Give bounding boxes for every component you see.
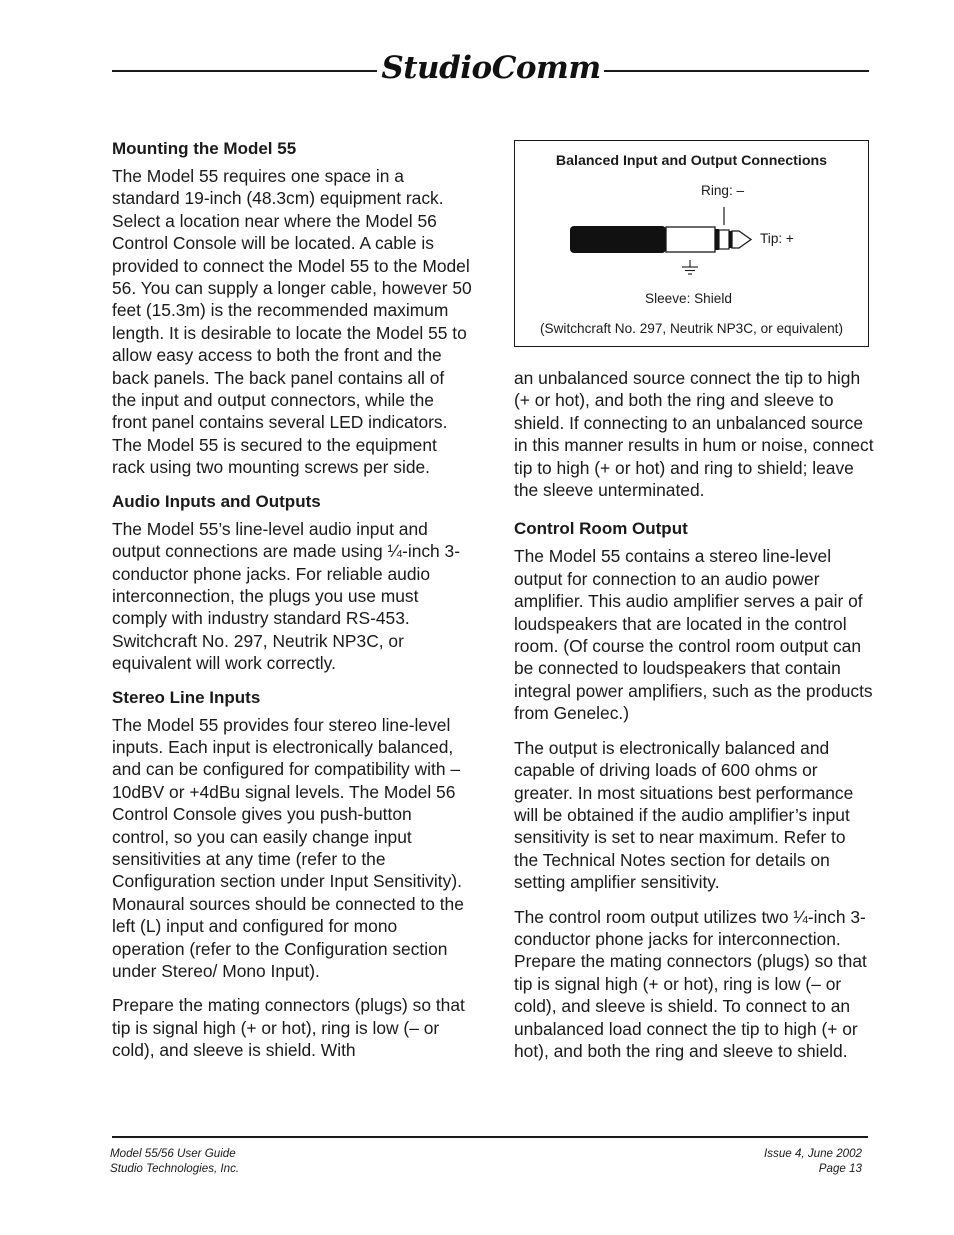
left-column [112,138,472,1062]
page-number: Page 13 [818,1162,862,1175]
footer-guide-title: Model 55/56 User Guide [110,1147,236,1160]
header-rule-right [604,70,869,72]
figure-caption: (Switchcraft No. 297, Neutrik NP3C, or equivalent) [540,321,843,336]
section-heading-stereo-inputs: Stereo Line Inputs [112,687,261,707]
figure-title: Balanced Input and Output Connections [555,153,828,169]
footer-left [110,1146,239,1176]
section-heading-control-room: Control Room Output [514,519,688,539]
paragraph-mating-connectors: Prepare the mating connectors (plugs) so that tip is signal high (+ or hot), ring is low (– or cold), and sleeve is shield. With [112,995,465,1061]
section-heading-mounting: Mounting the Model 55 [112,139,297,158]
paragraph-audio-io: The Model 55’s line-level audio input and output connections are made using ¼-inch 3-conductor phone jacks. For reliable audio interconnection, the plugs you use must comply with industry standard RS-453. Switchcraft No. 297, Neutrik NP3C, or equivalent will work correctly. [112,518,461,674]
plug-handle [570,226,666,253]
footer-company: Studio Technologies, Inc. [110,1162,240,1175]
plug-ring [719,230,729,249]
paragraph-unbalanced-source: an unbalanced source connect the tip to high (+ or hot), and both the ring and sleeve to shield. If connecting to an unbalanced source in this manner results in hum or noise, connect tip to high (+ or hot) and ring to shield; leave the sleeve unterminated. [514,368,874,501]
section-heading-audio-io: Audio Inputs and Outputs [112,491,321,511]
paragraph-output-balanced: The output is electronically balanced and capable of driving loads of 600 ohms or greater. In most situations best performance will be obtained if the audio amplifier’s input sensitivity is set to near maximum. Refer to the Technical Notes section for details on setting amplifier sensitivity. [514,737,854,893]
right-column [514,367,874,1062]
footer-rule [112,1136,868,1138]
paragraph-control-room-intro: The Model 55 contains a stereo line-level output for connection to an audio power amplifier. This audio amplifier serves a pair of loudspeakers that are located in the control room. (Of course the control room output can be connected to loudspeakers that contain integral power amplifiers, such as the products from Genelec.) [514,546,873,724]
paragraph-mounting: The Model 55 requires one space in a standard 19-inch (48.3cm) equipment rack. Select a location near where the Model 56 Control Console will be located. A cable is provided to connect the Model 55 to the Model 56. You can supply a longer cable, however 50 feet (15.3m) is the recommended maximum length. It is desirable to locate the Model 55 to allow easy access to both the front and the back panels. The back panel contains all of the input and output connectors, while the front panel contains several LED indicators. The Model 55 is secured to the equipment rack using two mounting screws per side. [112,166,472,478]
phone-plug-diagram [515,205,870,275]
connector-figure [514,140,869,347]
header-rule-left [112,70,377,72]
ring-label: Ring: – [701,183,745,198]
footer-right [764,1146,862,1176]
brand-logo: StudioComm [381,50,601,86]
tip-label: Tip: + [760,231,794,246]
paragraph-stereo-inputs: The Model 55 provides four stereo line-level inputs. Each input is electronically balanced, and can be configured for compatibility with –10dBV or +4dBu signal levels. The Model 56 Control Console gives you push-button control, so you can easily change input sensitivities at any time (refer to the Configuration section under Input Sensitivity). Monaural sources should be connected to the left (L) input and configured for mono operation (refer to the Configuration section under Stereo/ Mono Input). [112,714,464,981]
sleeve-label: Sleeve: Shield [645,291,732,306]
plug-sleeve [666,227,715,252]
footer-issue: Issue 4, June 2002 [764,1147,862,1160]
plug-tip [732,231,751,248]
paragraph-output-jacks: The control room output utilizes two ¼-inch 3-conductor phone jacks for interconnection. Prepare the mating connectors (plugs) so that tip is signal high (+ or hot), ring is low (– or cold), and sleeve is shield. To connect to an unbalanced load connect the tip to high (+ or hot), and both the ring and sleeve to shield. [514,906,867,1061]
